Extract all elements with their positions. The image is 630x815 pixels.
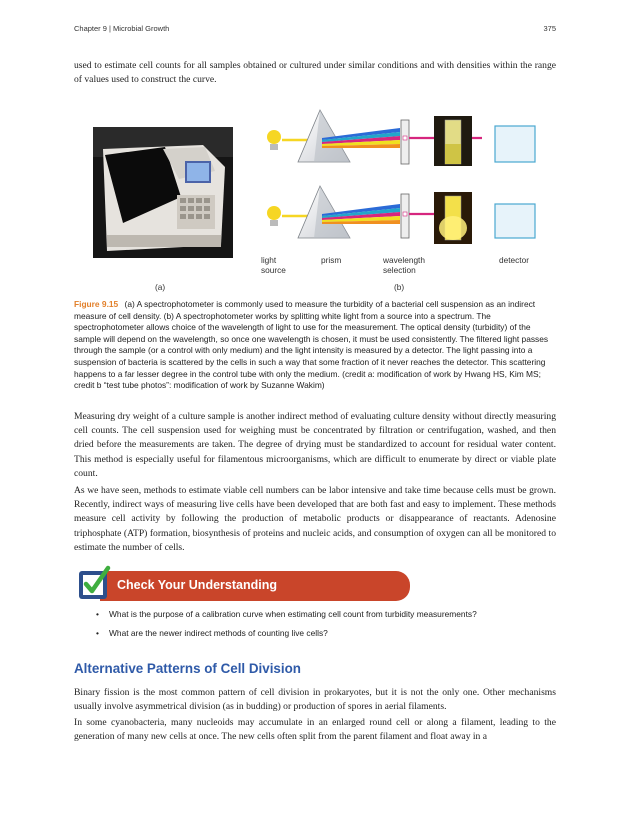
paragraph-indirect-methods: As we have seen, methods to estimate viable cell numbers can be labor intensive and take time because cells must be grown. Recently, indirect ways of measuring live cells have been developed that are both fast and easy to implement. These methods measure cell activity by following the production of metabolic products or disappearance of reactants. Adenosine triphosphate (ATP) formation, biosynthesis of proteins and nucleic acids, and consumption of oxygen can all be monitored to estimate the number of cells. (74, 485, 556, 553)
label-prism: prism (321, 255, 342, 265)
paragraph-dry-weight: Measuring dry weight of a culture sample is another indirect method of evaluating culture density without directly measuring cell counts. The cell suspension used for weighing must be concentrated by filtration or centrifugation, washed, and then dried before the measurements are taken. The degree of drying must be standardized to account for residual water content. This method is especially useful for filamentous microorganisms, which are difficult to enumerate by direct or viable plate count. (74, 411, 556, 479)
check-understanding-title: Check Your Understanding (117, 578, 277, 592)
list-item: • What is the purpose of a calibration curve when estimating cell count from turbidity measurements? (96, 608, 556, 627)
intro-paragraph: used to estimate cell counts for all samples obtained or cultured under similar conditions and with densities within the range of values used to construct the curve. (74, 60, 556, 86)
chapter-title: Chapter 9 | Microbial Growth (74, 24, 170, 33)
figure-number: Figure 9.15 (74, 299, 119, 309)
figure-caption-text: (a) A spectrophotometer is commonly used to measure the turbidity of a bacterial cell suspension as an indirect measure of cell density. (b) A spectrophotometer works by splitting white light from a source into a spectrum. The spectrophotometer allows choice of the wavelength of light to use for the measurement. The optical density (turbidity) of the sample will depend on the wavelength, so once one wavelength is chosen, it must be used consistently. The filtered light passes through the sample (or a control with only medium) and the light intensity is measured by a detector. The light passing into a suspension of bacteria is scattered by the cells in such a way that some fraction of it never reaches the detector. This scattering happens to a far lesser degree in the control tube with only the medium. (credit a: modification of work by Hwang HS, Kim MS; credit b “test tube photos”: modification of work by Suzanne Wakim) (74, 299, 549, 391)
label-light-source: light source (261, 255, 286, 275)
checkbox-check-icon (76, 565, 112, 601)
bulb-icon (267, 130, 281, 150)
section-heading: Alternative Patterns of Cell Division (74, 661, 301, 676)
label-wavelength-selection: wavelength selection (383, 255, 425, 275)
label-panel-a: (a) (155, 282, 166, 292)
label-detector: detector (499, 255, 529, 265)
list-item: • What are the newer indirect methods of counting live cells? (96, 627, 556, 646)
paragraph-cyanobacteria: In some cyanobacteria, many nucleoids may accumulate in an enlarged round cell or along a filament, leading to the generation of many new cells at once. The new cells often split from the parent filament and float away in a (74, 717, 556, 743)
paragraph-binary-fission: Binary fission is the most common pattern of cell division in prokaryotes, but it is not the only one. Other mechanisms usually involve asymmetrical division (as in budding) or production of spores in aerial filaments. (74, 687, 556, 713)
page-number: 375 (543, 24, 556, 33)
spectrophotometer-diagram (258, 108, 558, 248)
label-panel-b: (b) (394, 282, 405, 292)
spectrophotometer-photo (93, 127, 233, 258)
bulb-icon (267, 206, 281, 226)
page-header (74, 24, 556, 33)
figure-caption (74, 299, 556, 392)
question-list (96, 608, 556, 646)
